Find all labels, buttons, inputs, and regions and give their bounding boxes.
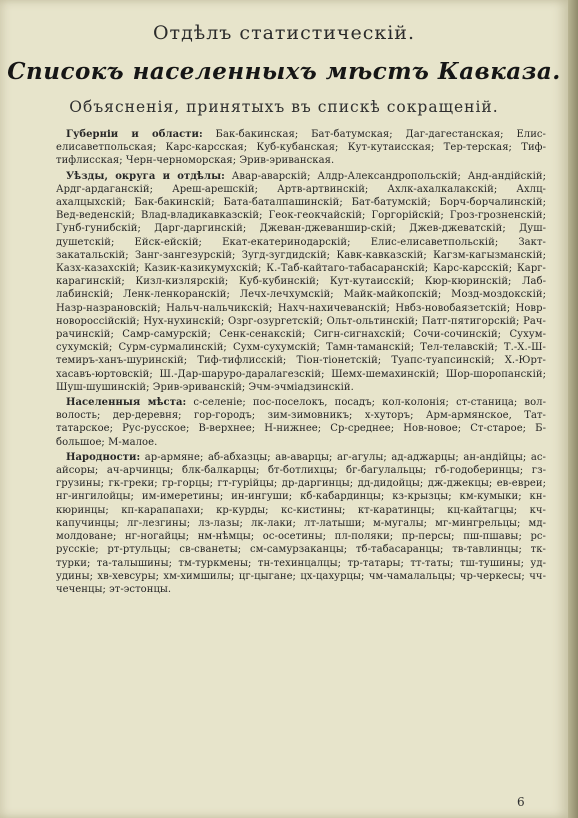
page-edge: [568, 0, 578, 818]
nationalities-paragraph: [56, 451, 546, 596]
nationalities-label: Народности:: [66, 451, 141, 463]
abbreviations-body: [56, 128, 546, 598]
settlements-label: Населенныя мѣста:: [66, 397, 187, 409]
nationalities-text: ар-армяне; аб-абхазцы; ав-аварцы; аг-агулы; ад-аджарцы; ан-андійцы; ас-айсоры; ач-арчинцы; блк-балкарцы; бт-ботлихцы; бг-багулальцы; гб-годоберинцы; гз-грузины; гк-греки; гр-горцы; гт-гурійцы; др-даргинцы; дд-дидойцы; дж-джекцы; ев-евреи; нг-ингилойцы; им-имеретины; ин-ингуши; кб-кабардинцы; кз-крызцы; км-кумыки; кн-кюринцы; кп-карапапахи; кр-курды; кс-кистины; кт-каратинцы; кц-кайтагцы; кч-капучинцы; лг-лезгины; лз-лазы; лк-лаки; лт-латыши; м-мугалы; мг-мингрельцы; мд-молдоване; нг-ногайцы; нм-нѣмцы; ос-осетины; пл-поляки; пр-персы; пш-пшавы; рс-русскіе; рт-ртульцы; св-сванеты; см-самурзаканцы; тб-табасаранцы; тв-тавлинцы; тк-турки; та-талышины; тм-туркмены; тн-техинцалцы; тр-татары; тт-таты; тш-тушины; уд-удины; хв-хевсуры; хм-химшилы; цг-цыгане; цх-цахурцы; чм-чамалальцы; чр-черкесы; чч-чеченцы; эт-эстонцы.: [56, 451, 546, 595]
page-number: 6: [517, 795, 525, 809]
provinces-text: Бак-бакинская; Бат-батумская; Даг-дагестанская; Елис-елисаветпольская; Карс-карсская; Куб-кубанская; Кут-кутаисская; Тер-терская; Тиф-тифлисская; Черн-черноморская; Эрив-эриванская.: [56, 129, 546, 167]
page-subtitle: Объясненія, принятыхъ въ спискѣ сокращеній.: [69, 98, 499, 116]
section-title: Отдѣлъ статистическій.: [152, 22, 415, 44]
districts-label: Уѣзды, округа и отдѣлы:: [66, 170, 225, 182]
settlements-text: с-селеніе; пос-поселокъ, посадъ; кол-колонія; ст-станица; вол-волость; дер-деревня; гор-городъ; зим-зимовникъ; х-хуторъ; Арм-армянское, Тат-татарское; Рус-русское; В-верхнее; Н-нижнее; Ср-среднее; Нов-новое; Ст-старое; Б-большое; М-малое.: [56, 397, 546, 448]
provinces-label: Губерніи и области:: [66, 129, 203, 140]
page-title: Списокъ населенныхъ мѣстъ Кавказа.: [7, 58, 561, 85]
settlements-paragraph: [56, 396, 546, 449]
districts-text: Авар-аварскій; Алдр-Александропольскій; Анд-андійскій; Ардг-ардаганскій; Ареш-арешскій; Артв-артвинскій; Ахлк-ахалкалакскій; Ахлц-ахалцыхскій; Бак-бакинскій; Бата-баталпашинскій; Бат-батумскій; Борч-борчалинскій; Вед-веденскій; Влад-владикавказскій; Геок-геокчайскій; Горгорійскій; Гроз-грозненскій; Гунб-гунибскій; Дарг-даргинскій; Джеван-джеваншир-скій; Джев-джеватскій; Душ-душетскій; Ейск-ейскій; Екат-екатеринодарскій; Елис-елисаветпольскій; Закт-закатальскій; Занг-зангезурскій; Зугд-зугдидскій; Кавк-кавказскій; Кагзм-кагызманскій; Казх-казахскій; Казик-казикумухскій; К.-Таб-кайтаго-табасаранскій; Карс-карсскій; Карг-карагинскій; Кизл-кизлярскій; Куб-кубинскій; Кут-кутаисскій; Кюр-кюринскій; Лаб-лабинскій; Ленк-ленкоранскій; Лечх-лечхумскій; Майк-майкопскій; Мозд-моздокскій; Назр-назрановскій; Нальч-нальчикскій; Нахч-нахичеванскій; Нвбз-новобаязетскій; Новр-новороссійскій; Нух-нухинскій; Озрг-озургетскій; Ольт-ольтинскій; Патг-пятигорскій; Рач-рачинскій; Самр-самурскій; Сенк-сенакскій; Сигн-сигнахскій; Сочи-сочинскій; Сухум-сухумскій; Сурм-сурмалинскій; Сухм-сухумскій; Тамн-таманскій; Тел-телавскій; Т.-Х.-Ш-темиръ-ханъ-шуринскій; Тиф-тифлисскій; Тіон-тіонетскій; Туапс-туапсинскій; Х.-Юрт-хасавъ-юртовскій; Ш.-Дар-шарурo-даралагезскій; Шемх-шемахинскій; Шор-шоропанскій; Шуш-шушинскій; Эрив-эриванскій; Эчм-эчміадзинскій.: [56, 170, 547, 393]
provinces-paragraph: [56, 128, 546, 168]
districts-paragraph: [56, 170, 546, 394]
